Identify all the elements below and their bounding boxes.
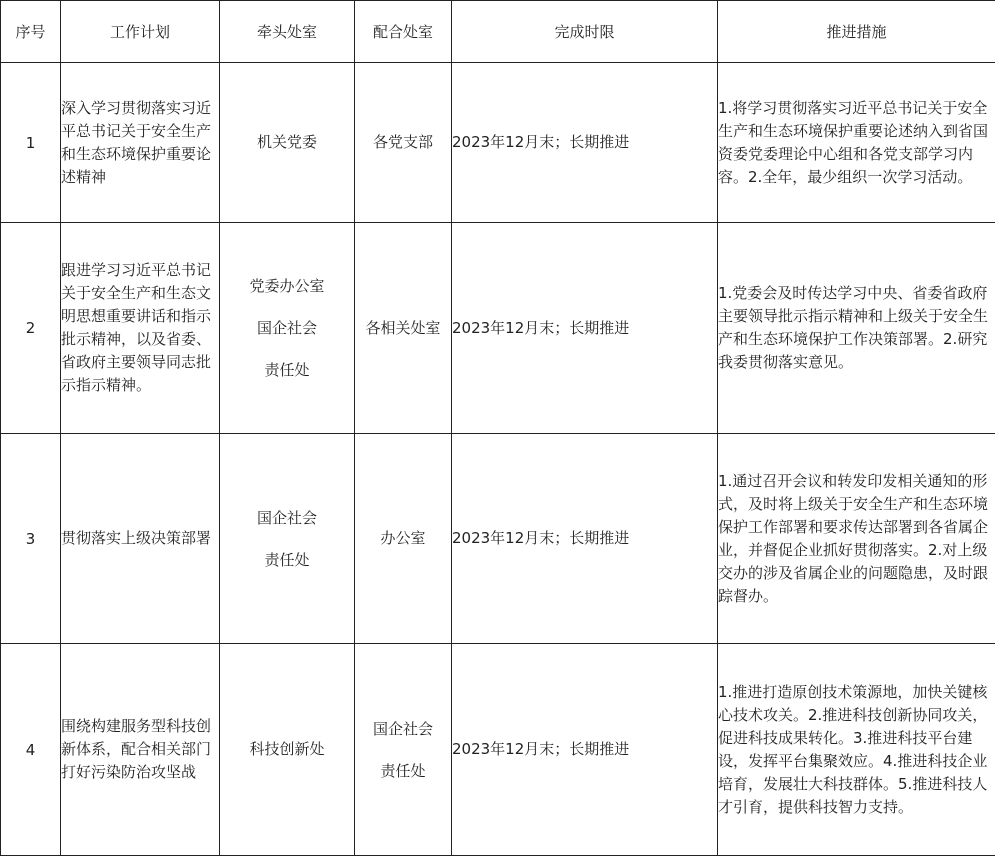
header-measures: 推进措施	[718, 1, 995, 63]
cell-lead: 党委办公室 国企社会 责任处	[220, 223, 355, 434]
cell-seq: 3	[1, 434, 61, 644]
cell-coop: 各党支部	[355, 63, 452, 223]
cell-coop: 各相关处室	[355, 223, 452, 434]
header-plan: 工作计划	[61, 1, 220, 63]
cell-coop: 国企社会 责任处	[355, 644, 452, 856]
cell-measures: 1.党委会及时传达学习中央、省委省政府主要领导批示指示精神和上级关于安全生产和生态环境保护工作决策部署。2.研究我委贯彻落实意见。	[718, 223, 995, 434]
table-row	[1, 63, 995, 223]
cell-deadline: 2023年12月末；长期推进	[452, 644, 718, 856]
cell-seq: 2	[1, 223, 61, 434]
cell-lead: 机关党委	[220, 63, 355, 223]
cell-lead: 国企社会 责任处	[220, 434, 355, 644]
cell-coop: 办公室	[355, 434, 452, 644]
header-coop: 配合处室	[355, 1, 452, 63]
cell-plan: 深入学习贯彻落实习近平总书记关于安全生产和生态环境保护重要论述精神	[61, 63, 220, 223]
cell-seq: 1	[1, 63, 61, 223]
cell-seq: 4	[1, 644, 61, 856]
cell-measures: 1.通过召开会议和转发印发相关通知的形式，及时将上级关于安全生产和生态环境保护工作部署和要求传达部署到各省属企业，并督促企业抓好贯彻落实。2.对上级交办的涉及省属企业的问题隐患，及时跟踪督办。	[718, 434, 995, 644]
header-seq: 序号	[1, 1, 61, 63]
cell-deadline: 2023年12月末；长期推进	[452, 434, 718, 644]
table-row	[1, 434, 995, 644]
cell-plan: 围绕构建服务型科技创新体系，配合相关部门打好污染防治攻坚战	[61, 644, 220, 856]
table-header-row	[1, 1, 995, 63]
cell-measures: 1.推进打造原创技术策源地，加快关键核心技术攻关。2.推进科技创新协同攻关，促进科技成果转化。3.推进科技平台建设，发挥平台集聚效应。4.推进科技企业培育，发展壮大科技群体。5.推进科技人才引育，提供科技智力支持。	[718, 644, 995, 856]
header-deadline: 完成时限	[452, 1, 718, 63]
cell-lead: 科技创新处	[220, 644, 355, 856]
cell-deadline: 2023年12月末；长期推进	[452, 223, 718, 434]
cell-plan: 跟进学习习近平总书记关于安全生产和生态文明思想重要讲话和指示批示精神，以及省委、省政府主要领导同志批示指示精神。	[61, 223, 220, 434]
cell-measures: 1.将学习贯彻落实习近平总书记关于安全生产和生态环境保护重要论述纳入到省国资委党委理论中心组和各党支部学习内容。2.全年，最少组织一次学习活动。	[718, 63, 995, 223]
table-row	[1, 644, 995, 856]
header-lead: 牵头处室	[220, 1, 355, 63]
cell-deadline: 2023年12月末；长期推进	[452, 63, 718, 223]
cell-plan: 贯彻落实上级决策部署	[61, 434, 220, 644]
table-row	[1, 223, 995, 434]
